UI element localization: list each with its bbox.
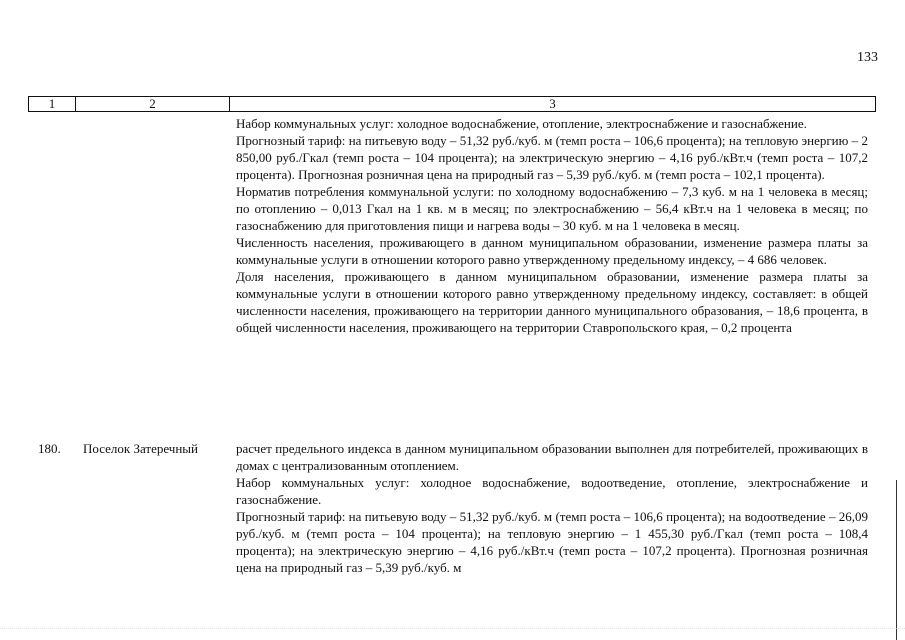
column-header-1: 1 xyxy=(29,97,76,111)
column-header-3: 3 xyxy=(549,96,556,111)
entry-name: Поселок Затеречный xyxy=(83,441,198,456)
entry-number: 180. xyxy=(38,441,61,456)
tariff-paragraph: Прогнозный тариф: на питьевую воду – 51,32 руб./куб. м (темп роста – 106,6 процента); на тепловую энергию – 2 850,00 руб./Гкал (темп роста – 104 процента); на электрическую энергию – 4,16 руб./кВт.ч (темп роста – 107,2 процента). Прогнозная розничная цена на природный газ – 5,39 руб./куб. м (темп роста – 102,1 процента). xyxy=(236,133,868,182)
services-paragraph: Набор коммунальных услуг: холодное водоснабжение, отопление, электроснабжение и газоснабжение. xyxy=(236,116,807,131)
entry-180-text xyxy=(236,440,868,576)
calculation-paragraph: расчет предельного индекса в данном муниципальном образовании выполнен для потребителей, проживающих в домах с централизованным отоплением. xyxy=(236,441,868,473)
services-paragraph: Набор коммунальных услуг: холодное водоснабжение, водоотведение, отопление, электроснабжение и газоснабжение. xyxy=(236,475,868,507)
share-paragraph: Доля населения, проживающего в данном муниципальном образовании, изменение размера платы за коммунальные услуги в отношении которого равно утвержденному предельному индексу, составляет: в общей численности населения, проживающего на территории данного муниципального образования, – 18,6 процента, в общей численности населения, проживающего на территории Ставропольского края, – 0,2 процента xyxy=(236,269,868,335)
continued-entry-text xyxy=(236,115,868,336)
scan-artifact-line xyxy=(0,628,905,630)
tariff-paragraph: Прогнозный тариф: на питьевую воду – 51,32 руб./куб. м (темп роста – 106,6 процента); на водоотведение – 26,09 руб./куб. м (темп роста – 104 процента); на тепловую энергию – 1 455,30 руб./Гкал (темп роста – 108,4 процента); на электрическую энергию – 4,16 руб./кВт.ч (темп роста – 107,2 процента). Прогнозная розничная цена на природный газ – 5,39 руб./куб. м xyxy=(236,509,868,575)
table-header-row xyxy=(28,96,876,112)
population-paragraph: Численность населения, проживающего в данном муниципальном образовании, изменение размера платы за коммунальные услуги в отношении которого равно утвержденному предельному индексу, – 4 686 человек. xyxy=(236,235,868,267)
page-number: 133 xyxy=(857,50,878,65)
margin-line xyxy=(896,480,897,640)
norm-paragraph: Норматив потребления коммунальной услуги: по холодному водоснабжению – 7,3 куб. м на 1 человека в месяц; по отоплению – 0,013 Гкал на 1 кв. м в месяц; по электроснабжению – 56,4 кВт.ч на 1 человека в месяц; по газоснабжению для приготовления пищи и нагрева воды – 30 куб. м на 1 человека в месяц. xyxy=(236,184,868,233)
column-header-2: 2 xyxy=(76,97,230,111)
